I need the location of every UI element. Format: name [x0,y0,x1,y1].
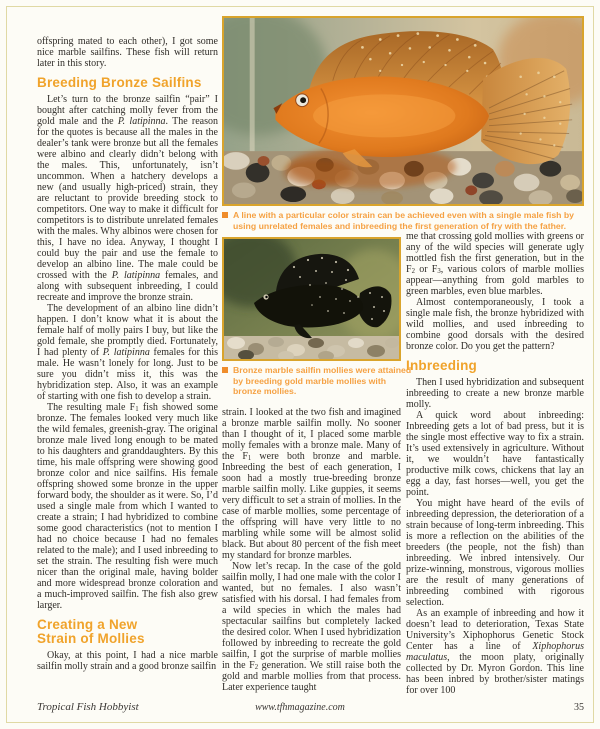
para-lets-turn: Let’s turn to the bronze sailfin “pair” I bought after catching molly fever from the gold male and the P. latipinna. The reason for the quotes is because all the males in the dealer’s tank were bronze but all the females were albino and clearly didn’t belong with the males. This, unfortunately, isn’t uncommon. When a hatchery develops a new (and usually high-priced) strain, they are reluctant to provide breeding stock to competitors. One way to make it difficult for competitors is to distribute unrelated females with the males. Why albinos were chosen for this, I have no idea. Anyway, I thought I could buy the pair and use the female to develop an albino line. The male could be crossed with the P. latipinna females, and along with subsequent inbreeding, I could recreate and improve the bronze strain. [37,93,219,303]
footer-website: www.tfhmagazine.com [255,702,345,713]
middle-column [222,407,401,693]
para-development: The development of an albino line didn’t happen. I don’t know what it is about the female half of molly pairs I buy, but like the gold female, she promptly died. Fortunately, I had plenty of P. latipinna females for this male. He wasn’t lonely for long. Just to be sure you didn’t miss it, this was the hybridization step. Also, it was an example of starting with one fish to develop a strain. [37,302,219,402]
caption-small-text: Bronze marble sailfin mollies were attained by breeding gold marble mollies with bronze mollies. [233,365,412,397]
para-then: Then I used hybridization and subsequent inbreeding to create a new bronze marble molly. [406,376,584,410]
footer-page-number: 35 [574,702,584,713]
caption-bullet-icon [222,212,228,218]
caption-large-photo [222,210,595,231]
bronze-marble-molly-illustration [224,239,399,359]
left-column [37,36,218,672]
para-resulting: The resulting male $F_1$ fish showed some bronze. The females looked very much like the wild females, greenish-gray. The original bronze male lived long enough to be mated to his daughters and granddaughters. By this time, his male offspring were showing good bronze color and nice sailfins. His female offspring showed some bronze in the upper forward body, the shoulder as it were. So, I’d used a single male from which I wanted to create a strain; I had hybridized to combine some good characteristics (not to mention I had no choice because I had no females related to the male); and I used inbreeding to set the strain. The resulting fish were much nicer than the original male, having bolder and more widespread bronze coloration and a much-improved sailfin. The fish also grew larger. [37,401,218,611]
heading-creating-line2: Strain of Mollies [37,631,145,646]
footer-journal-title: Tropical Fish Hobbyist [37,701,139,713]
heading-breeding-bronze-sailfins: Breeding Bronze Sailfins [37,75,202,90]
para-recap: Now let’s recap. In the case of the gold sailfin molly, I had one male with the color I wanted, but no females. I also wasn’t satisfied with his dorsal. I had females from a wild species in which the males had spectacular sailfins but completely lacked the desired color. When I used hybridization followed by inbreeding to recreate the gold sailfin, I got the surprise of marble mollies in the $F_2$ generation. We still raise both the gold and marble mollies from that process. Later experience taught [222,561,401,693]
heading-inbreeding: Inbreeding [406,358,478,373]
para-evils: You might have heard of the evils of inbreeding depression, the deterioration of a strain because of long-term inbreeding. This is more a reflection on the abilities of the breeders (the people, not the fish) than inbreeding. We inbred intensively. Our prize-winning, monstrous, vigorous mollies are the result of many generations of inbreeding combined with rigorous selection. [406,497,584,608]
para-quick: A quick word about inbreeding: Inbreeding gets a lot of bad press, but it is the single most effective way to fix a strain. It’s used extensively in agriculture. Without it, we wouldn’t have fantastically productive milk cows, chickens that lay an egg a day, fast horses—well, you get the point. [406,409,584,498]
para-example: As an example of inbreeding and how it doesn’t lead to deterioration, Texas State University’s Xiphophorus Genetic Stock Center has a line of Xiphophorus maculatus, the moon platy, originally collected by Dr. Myron Gordon. This line has been inbred by brother/sister matings for over 100 [406,607,584,696]
gravel [224,336,399,359]
para-me-that: me that crossing gold mollies with greens or any of the wild species will generate ugly mottled fish the first generation, but in the $F_2$ or $F_3$, various colors of marble mollies appear—anything from gold marbles to green marbles, even blue marbles. [406,231,584,297]
heading-creating-new-strain [37,618,218,647]
caption-large-text: A line with a particular color strain can be achieved even with a single male fish by using unrelated females and inbreeding the first generation of fry with the father. [233,210,575,231]
caption-small-photo [222,365,412,397]
para-almost: Almost contemporaneously, I took a single male fish, the bronze hybridized with wild mollies, and used inbreeding to combine good dorsals with the desired bronze color. Do you get the pattern? [406,297,584,352]
caption-bullet-icon [222,367,228,373]
bronze-sailfin-molly-illustration [224,18,582,204]
para-okay: Okay, at this point, I had a nice marble sailfin molly strain and a good bronze sailfin [37,649,218,672]
right-column [406,231,584,696]
heading-creating-line1: Creating a New [37,616,138,632]
photo-bronze-sailfin-molly [222,16,584,206]
photo-bronze-marble-molly [222,237,401,361]
para-continuation: offspring mated to each other), I got some nice marble sailfins. These fish will return later in this story. [37,36,218,69]
para-strain: strain. I looked at the two fish and imagined a bronze marble sailfin molly. No sooner than I thought of it, I placed some marble molly females with a bronze male. Many of the $F_1$ were both bronze and marble. Inbreeding the best of each generation, I soon had a mostly true-breeding bronze marble sailfin molly. Like guppies, it seems very difficult to set a strain of mollies. In the case of marble mollies, some percentage of the offspring will have very little to no marbling while some will be almost solid black. But about 80 percent of the fish meet my standard for bronze marbles. [222,407,402,561]
tail-fin [481,58,570,164]
